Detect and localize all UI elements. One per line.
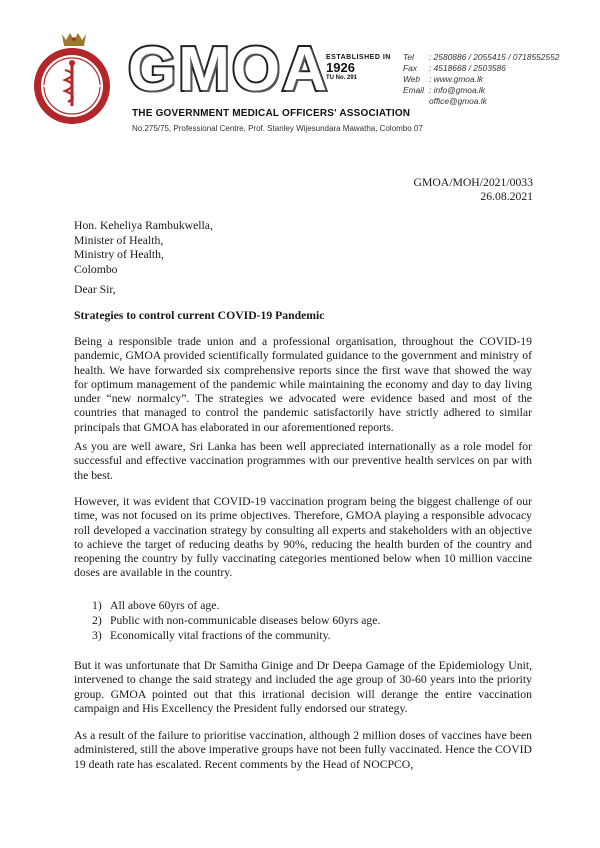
contact-label: Tel — [403, 52, 414, 62]
body-paragraph: As a result of the failure to prioritise vaccination, although 2 million doses of vaccines have been administered, still the above imperative groups have not been fully vaccinated. Hence the COVID 19 death rate has escalated. Recent comments by the Head of NOCPCO, — [74, 729, 532, 771]
list-item-number: 2) — [92, 614, 102, 627]
established-label: ESTABLISHED IN — [326, 54, 391, 61]
list-item — [92, 628, 380, 643]
list-item — [92, 613, 380, 628]
contact-label: Email — [403, 85, 424, 95]
salutation: Dear Sir, — [74, 283, 116, 296]
contact-value: : 4518668 / 2503586 — [429, 63, 506, 73]
addressee-line: Hon. Keheliya Rambukwella, — [74, 219, 213, 232]
contact-label: Web — [403, 74, 421, 84]
established-block — [326, 54, 391, 81]
contact-label: Fax — [403, 63, 417, 73]
contact-web — [403, 74, 559, 85]
contact-tel — [403, 52, 559, 63]
trade-union-number: TU No. 291 — [326, 75, 358, 81]
gmoa-seal-icon — [32, 30, 112, 128]
contact-value: : www.gmoa.lk — [429, 74, 483, 84]
body-paragraph: But it was unfortunate that Dr Samitha Ginige and Dr Deepa Gamage of the Epidemiology Unit, intervened to change the said strategy and included the age group of 30-60 years into the priority group. GMOA pointed out that this irrational decision will derange the entire vaccination campaign and His Excellency the President fully endorsed our strategy. — [74, 659, 532, 715]
body-paragraph: As you are well aware, Sri Lanka has been well appreciated internationally as a role model for successful and effective vaccination programmes with our preventive health services on par with the best. — [74, 440, 532, 482]
list-item-text: All above 60yrs of age. — [110, 599, 220, 612]
reference-number: GMOA/MOH/2021/0033 — [413, 176, 533, 189]
association-name: THE GOVERNMENT MEDICAL OFFICERS' ASSOCIATION — [132, 108, 411, 119]
list-item-text: Economically vital fractions of the community. — [110, 629, 331, 642]
gmoa-logo-text: GMOA — [128, 35, 329, 104]
addressee-block — [74, 219, 213, 277]
addressee-line: Minister of Health, — [74, 233, 164, 247]
brand-block — [128, 35, 329, 104]
contact-fax — [403, 63, 559, 74]
contact-value: : info@gmoa.lk — [429, 85, 485, 95]
subject-line: Strategies to control current COVID-19 Pandemic — [74, 309, 325, 322]
list-item-text: Public with non-communicable diseases below 60yrs age. — [110, 614, 381, 627]
contact-value: : 2580886 / 2055415 / 0718552552 — [429, 52, 560, 62]
contact-email — [403, 85, 559, 96]
list-item — [92, 598, 380, 613]
list-item-number: 1) — [92, 599, 102, 612]
association-address: No.275/75, Professional Centre, Prof. Stanley Wijesundara Mawatha, Colombo 07 — [132, 124, 423, 133]
priority-list — [92, 598, 380, 643]
contact-label — [403, 96, 429, 107]
addressee-line: Ministry of Health, — [74, 248, 164, 261]
letter-date: 26.08.2021 — [480, 190, 533, 203]
contact-value: office@gmoa.lk — [429, 96, 487, 106]
reference-block — [414, 176, 533, 204]
body-paragraph: However, it was evident that COVID-19 vaccination program being the biggest challenge of our time, was not focused on its prime objectives. Therefore, GMOA playing a responsible advocacy roll developed a vaccination strategy by consulting all experts and stakeholders with an objective to achieve the target of reducing deaths by 90%, reducing the health burden of the country and reopening the country by fully vaccinating categories mentioned below when 10 million vaccine doses are available in the country. — [74, 495, 532, 580]
list-item-number: 3) — [92, 629, 102, 642]
contact-block — [403, 52, 559, 107]
letterhead — [10, 14, 590, 142]
body-paragraph: Being a responsible trade union and a professional organisation, throughout the COVID-19 pandemic, GMOA provided scientifically formulated guidance to the government and ministry of health. We have forwarded six comprehensive reports since the first wave that showed the way for optimum management of the pandemic while maintaining the economy and day to day living under “new normalcy”. The strategies we advocated were evidence based and most of the countries that managed to control the pandemic satisfactorily have strictly adhered to similar principals that GMOA has elaborated in our aforementioned reports. — [74, 335, 532, 434]
contact-email-secondary — [403, 96, 559, 107]
addressee-line: Colombo — [74, 262, 118, 276]
established-year: 1926 — [326, 60, 355, 75]
